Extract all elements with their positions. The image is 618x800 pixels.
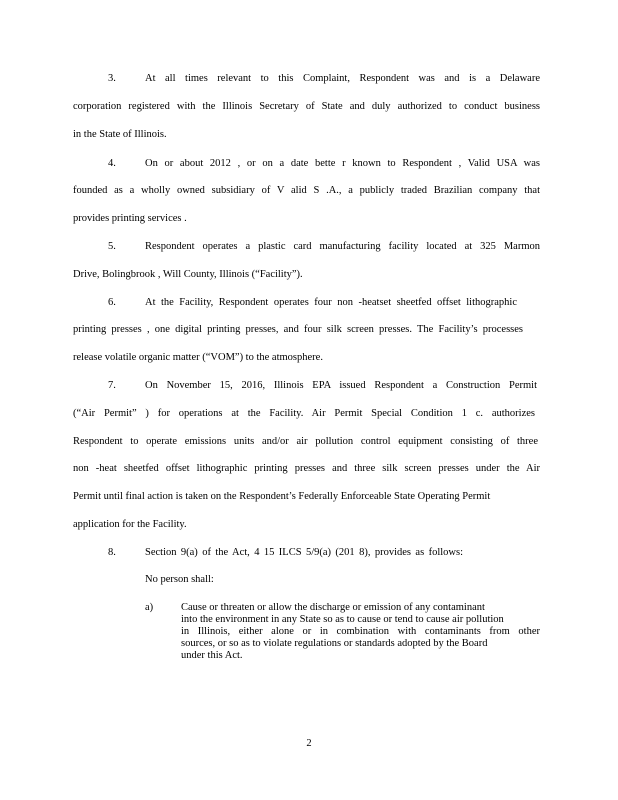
paragraph-line: application for the Facility.: [73, 519, 187, 530]
paragraph-line: On November 15, 2016, Illinois EPA issued Respondent a Construction Permit: [145, 380, 537, 391]
paragraph-line: At all times relevant to this Complaint, Respondent was and is a Delaware: [145, 73, 540, 84]
subsection-line: under this Act.: [181, 650, 243, 661]
paragraph-line: in the State of Illinois.: [73, 129, 167, 140]
paragraph-line: (“Air Permit” ) for operations at the Facility. Air Permit Special Condition 1 c. authorizes: [73, 408, 535, 419]
paragraph-line: On or about 2012 , or on a date bette r known to Respondent , Valid USA was: [145, 158, 540, 169]
paragraph-line: Respondent to operate emissions units and/or air pollution control equipment consisting of three: [73, 436, 538, 447]
paragraph-line: At the Facility, Respondent operates four non -heatset sheetfed offset lithographic: [145, 297, 517, 308]
quote-intro: No person shall:: [145, 574, 214, 585]
subsection-line: into the environment in any State so as to cause or tend to cause air pollution: [181, 614, 504, 625]
paragraph-line: printing presses , one digital printing presses, and four silk screen presses. The Facility’s processes: [73, 324, 523, 335]
page-number: 2: [306, 738, 312, 749]
paragraph-number: 7.: [108, 380, 116, 391]
paragraph-line: provides printing services .: [73, 213, 187, 224]
paragraph-number: 5.: [108, 241, 116, 252]
paragraph-line: release volatile organic matter (“VOM”) to the atmosphere.: [73, 352, 323, 363]
paragraph-line: Section 9(a) of the Act, 4 15 ILCS 5/9(a) (201 8), provides as follows:: [145, 547, 463, 558]
subsection-line: Cause or threaten or allow the discharge or emission of any contaminant: [181, 602, 485, 613]
paragraph-number: 3.: [108, 73, 116, 84]
subsection-label: a): [145, 602, 154, 613]
paragraph-line: Respondent operates a plastic card manufacturing facility located at 325 Marmon: [145, 241, 540, 252]
subsection-line: in Illinois, either alone or in combination with contaminants from other: [181, 626, 540, 637]
paragraph-number: 6.: [108, 297, 116, 308]
paragraph-line: founded as a wholly owned subsidiary of V alid S .A., a publicly traded Brazilian company that: [73, 185, 540, 196]
subsection-line: sources, or so as to violate regulations or standards adopted by the Board: [181, 638, 488, 649]
paragraph-number: 8.: [108, 547, 116, 558]
paragraph-line: Drive, Bolingbrook , Will County, Illinois (“Facility”).: [73, 269, 303, 280]
paragraph-line: Permit until final action is taken on the Respondent’s Federally Enforceable State Operating Permit: [73, 491, 491, 502]
paragraph-line: corporation registered with the Illinois Secretary of State and duly authorized to conduct business: [73, 101, 540, 112]
paragraph-number: 4.: [108, 158, 116, 169]
paragraph-line: non -heat sheetfed offset lithographic printing presses and three silk screen presses under the Air: [73, 463, 540, 474]
